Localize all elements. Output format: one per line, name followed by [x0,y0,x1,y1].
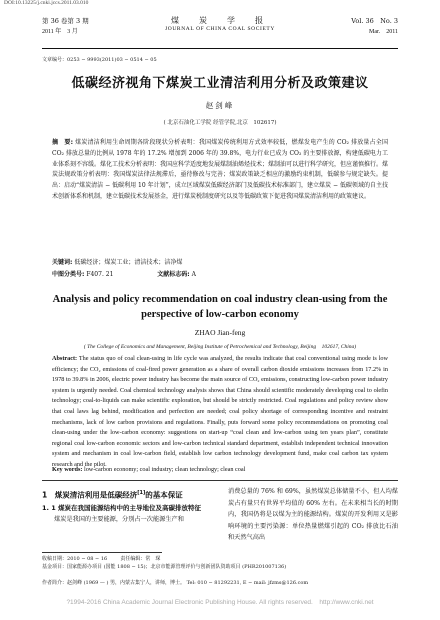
author-cn: 赵剑峰 [205,101,235,110]
author-en: ZHAO Jian-feng [194,328,246,337]
affiliation-cn: ( 北京石油化工学院 经管学院,北京 102617) [163,120,277,126]
footnote-fund [42,563,398,571]
doc-code-label: 文献标志码: [157,271,190,278]
abstract-en [52,354,388,471]
bio-text: 赵剑峰 (1969 — ) 男，内蒙古集宁人，讲师，博士。 Tel: 010 − 81292231, E − mail: jfzms@126.com [67,580,309,586]
date-cn: 2011 年 3 月 [42,29,78,35]
keywords-cn-label: 关键词: [52,259,73,266]
affiliation-en: ( The College of Economics and Management, Beijing Institute of Petrochemical and Technology, Beijing 102617, China) [83,344,357,350]
abstract-cn-label: 摘 要: [52,139,73,146]
abstract-cn-text: 煤炭清洁利用生命周期各阶段现状分析表明：我国煤炭传统利用方式效率较低，燃煤发电产生的 CO₂ 排放量占全国 CO₂ 排放总量的比例从 1978 年的 17.2% 增加到 2006 年的 39.8%，电力行业已成为 CO₂ 的主要排放源，构建低碳电力工业体系刻不容缓。煤化工技术分析表明：我国应科学适度地发展煤制油烯烃技术；煤制油可以进行科学研究，但应谨慎推行。煤炭法规政策分析表明：我国煤炭法律法规滞后，亟待修改与完善；煤炭政策缺乏相应的激励约束机制，低碳参与规定缺失。提出：启动“煤炭清洁 − 低碳利用 10 年计划”，成立区域煤炭低碳经济部门及低碳技术标准部门，建立煤炭 − 低碳领域的自主技术创新体系和机制，建立低碳技术发展基金，进行煤炭税制度研究以及等低碳政策下促进我国煤炭清洁利用的政策建议。 [52,139,389,200]
volume-en: Vol. 36 No. 3 [351,17,398,25]
abstract-cn [52,138,388,203]
section-1-heading-text: 1 煤炭清洁利用是低碳经济 [42,490,138,500]
received-date: 2010 − 08 − 16 [67,556,108,562]
doi-label: DOI:10.13225/j.cnki.jccs.2011.03.010 [4,0,89,6]
journal-name-en: JOURNAL OF CHINA COAL SOCIETY [165,26,275,32]
journal-name-cn: 煤 炭 学 报 [171,16,269,25]
keywords-en-label: Key words: [52,466,83,473]
keywords-en [52,466,388,473]
divider [42,480,398,481]
keywords-en-text: low-carbon economy; coal industry; clean technology; clean coal [83,466,246,473]
abstract-en-text: The status quo of coal clean-using in life cycle was analyzed, the results indicate that coal conventional using mode is low efficiency; the CO₂ emissions of coal-fired power generation as a share of overall carbon dioxide emissions increases from 17.2% in 1978 to 39.8% in 2006, electric power industry has become the main source of CO₂ emissions, constructing low-carbon power industry system is urgently needed. Coal chemical technology analysis shows that China should scientific moderately developing coal to olefin technology; coal-to-liquids can make scientific exploration, but should be strictly restricted. Coal regulations and policy review show that coal laws lag behind, modification and perfection are needed; coal policy shortage of corresponding incentive and restraint mechanisms, lack of low carbon provisions and regulations. Finally, puts forward some policy recommendations on promoting coal clean-using under the low-carbon economy: suggestions on start-up “coal clean and low-carbon using ten years plan”, constitute regional coal low-carbon economic sectors and low-carbon technical standard department, establish independent technical innovation system and mechanism in coal low-carbon field, establish low carbon technology development fund, make coal carbon tax system research and the pilot. [52,355,388,468]
received-label: 收稿日期： [42,556,68,562]
editor-name: 常 琛 [145,556,161,562]
footnote-bio [42,579,398,587]
keywords-cn [52,258,388,268]
article-number: 文章编号：0253 − 9993(2011)03 − 0514 − 05 [42,57,157,63]
title-cn: 低碳经济视角下煤炭工业清洁利用分析及政策建议 [71,76,369,91]
journal-header [42,14,398,49]
body-column-right [228,486,398,544]
fund-text: 国家能源办项目 (国能 1808 − 15)；北京市能源管理评价与创新团队资助项目 (PHR201007136) [67,564,287,570]
editor-label: 责任编辑： [120,556,146,562]
subsection-heading-text: 煤炭在我国能源结构中的主导地位及高碳排放特征 [58,503,202,512]
section-1-heading-tail: 的基本保证 [145,490,183,500]
title-en: Analysis and policy recommendation on coal industry clean-using from the perspective of low-carbon economy [52,294,388,320]
clc-label: 中图分类号: [52,271,85,278]
classification-row [52,270,388,280]
footnote-received [42,555,398,563]
section-1-ref: [1] [137,490,146,496]
clc-value: F407. 21 [86,271,114,278]
paragraph-right: 消费总量的 76% 和 69%，虽然煤炭总体储量不小，但人均煤炭占有量只有世界平均值的 60% 左右。在未来相当长的时期内，我国仍将是以煤为主的能源结构。煤炭的开发利用又是影响环境的主要污染源：单位热量燃煤引起的 CO₂ 排放比石油和天然气高出 [228,488,398,542]
date-en: Mar. 2011 [369,29,398,35]
abstract-en-label: Abstract: [52,355,78,362]
doc-code-value: A [191,271,196,278]
issue-cn: 第 36 卷第 3 期 [42,17,89,25]
copyright-notice: ?1994-2016 China Academic Journal Electronic Publishing House. All rights reserved. http://www.cnki.net [66,599,374,606]
section-1-heading [42,486,212,503]
fund-label: 基金项目： [42,564,68,570]
keywords-cn-text: 低碳经济；煤炭工业；清洁技术；洁净煤 [74,259,183,266]
subsection-1-1-heading [42,503,212,514]
body-column-left [42,486,212,525]
paragraph-left: 煤炭是我国的主要能源，分别占一次能源生产和 [54,515,184,523]
footnote-divider [42,552,162,553]
bio-label: 作者简介： [42,580,68,586]
subsection-number: 1. 1 [42,503,56,512]
